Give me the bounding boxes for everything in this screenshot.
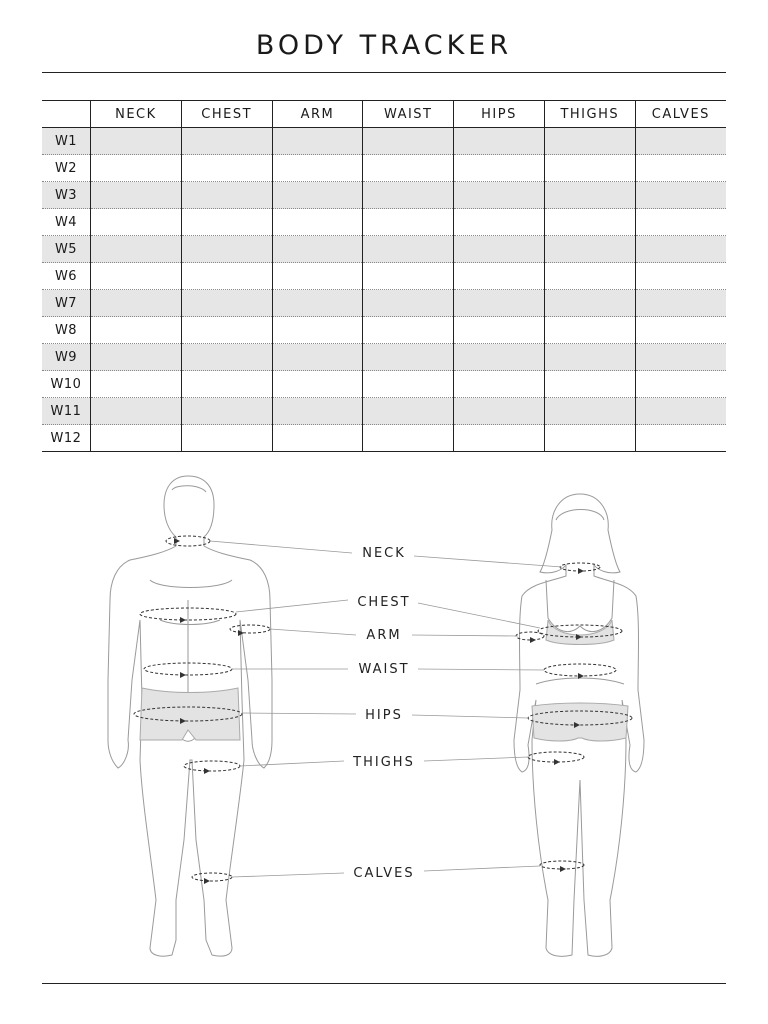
entry-cell-thighs[interactable] xyxy=(544,182,635,209)
entry-cell-waist[interactable] xyxy=(363,128,454,155)
top-rule xyxy=(42,72,726,73)
entry-cell-arm[interactable] xyxy=(272,344,363,371)
header-week xyxy=(42,101,91,128)
table-row xyxy=(42,182,726,209)
entry-cell-waist[interactable] xyxy=(363,155,454,182)
entry-cell-calves[interactable] xyxy=(635,128,726,155)
week-label: W2 xyxy=(42,155,91,182)
label-calves: CALVES xyxy=(353,866,415,881)
entry-cell-calves[interactable] xyxy=(635,263,726,290)
entry-cell-neck[interactable] xyxy=(91,236,182,263)
entry-cell-calves[interactable] xyxy=(635,290,726,317)
entry-cell-chest[interactable] xyxy=(181,317,272,344)
entry-cell-calves[interactable] xyxy=(635,317,726,344)
week-label: W12 xyxy=(42,425,91,452)
measurement-table xyxy=(42,100,726,452)
entry-cell-neck[interactable] xyxy=(91,263,182,290)
male-arm-loop xyxy=(230,625,270,633)
entry-cell-chest[interactable] xyxy=(181,182,272,209)
entry-cell-arm[interactable] xyxy=(272,182,363,209)
entry-cell-calves[interactable] xyxy=(635,236,726,263)
entry-cell-thighs[interactable] xyxy=(544,398,635,425)
entry-cell-hips[interactable] xyxy=(454,290,545,317)
header-neck: NECK xyxy=(91,101,182,128)
week-label: W7 xyxy=(42,290,91,317)
entry-cell-waist[interactable] xyxy=(363,425,454,452)
entry-cell-hips[interactable] xyxy=(454,398,545,425)
table-row xyxy=(42,209,726,236)
entry-cell-neck[interactable] xyxy=(91,128,182,155)
female-bottoms xyxy=(532,703,628,741)
entry-cell-chest[interactable] xyxy=(181,209,272,236)
table-row xyxy=(42,398,726,425)
entry-cell-hips[interactable] xyxy=(454,209,545,236)
entry-cell-thighs[interactable] xyxy=(544,425,635,452)
entry-cell-waist[interactable] xyxy=(363,344,454,371)
week-label: W10 xyxy=(42,371,91,398)
entry-cell-hips[interactable] xyxy=(454,128,545,155)
header-thighs: THIGHS xyxy=(544,101,635,128)
entry-cell-waist[interactable] xyxy=(363,182,454,209)
label-neck: NECK xyxy=(362,546,406,561)
week-label: W1 xyxy=(42,128,91,155)
entry-cell-thighs[interactable] xyxy=(544,209,635,236)
entry-cell-hips[interactable] xyxy=(454,155,545,182)
entry-cell-chest[interactable] xyxy=(181,128,272,155)
table-header-row xyxy=(42,101,726,128)
table-row xyxy=(42,344,726,371)
entry-cell-arm[interactable] xyxy=(272,425,363,452)
entry-cell-thighs[interactable] xyxy=(544,155,635,182)
table-row xyxy=(42,128,726,155)
entry-cell-neck[interactable] xyxy=(91,425,182,452)
entry-cell-waist[interactable] xyxy=(363,398,454,425)
bottom-rule xyxy=(42,983,726,984)
entry-cell-hips[interactable] xyxy=(454,317,545,344)
week-label: W11 xyxy=(42,398,91,425)
label-arm: ARM xyxy=(366,628,402,643)
table-row xyxy=(42,425,726,452)
entry-cell-calves[interactable] xyxy=(635,209,726,236)
table-row xyxy=(42,290,726,317)
table-row xyxy=(42,263,726,290)
entry-cell-hips[interactable] xyxy=(454,236,545,263)
entry-cell-neck[interactable] xyxy=(91,398,182,425)
header-chest: CHEST xyxy=(181,101,272,128)
entry-cell-arm[interactable] xyxy=(272,290,363,317)
entry-cell-arm[interactable] xyxy=(272,371,363,398)
entry-cell-chest[interactable] xyxy=(181,344,272,371)
entry-cell-calves[interactable] xyxy=(635,344,726,371)
entry-cell-arm[interactable] xyxy=(272,398,363,425)
entry-cell-chest[interactable] xyxy=(181,371,272,398)
label-chest: CHEST xyxy=(357,595,411,610)
entry-cell-neck[interactable] xyxy=(91,317,182,344)
entry-cell-thighs[interactable] xyxy=(544,263,635,290)
entry-cell-waist[interactable] xyxy=(363,371,454,398)
table-row xyxy=(42,317,726,344)
entry-cell-waist[interactable] xyxy=(363,263,454,290)
entry-cell-chest[interactable] xyxy=(181,290,272,317)
entry-cell-calves[interactable] xyxy=(635,182,726,209)
label-hips: HIPS xyxy=(365,708,403,723)
entry-cell-hips[interactable] xyxy=(454,263,545,290)
header-calves: CALVES xyxy=(635,101,726,128)
entry-cell-waist[interactable] xyxy=(363,317,454,344)
entry-cell-arm[interactable] xyxy=(272,317,363,344)
entry-cell-hips[interactable] xyxy=(454,425,545,452)
week-label: W9 xyxy=(42,344,91,371)
entry-cell-neck[interactable] xyxy=(91,209,182,236)
week-label: W5 xyxy=(42,236,91,263)
week-label: W6 xyxy=(42,263,91,290)
table-row xyxy=(42,236,726,263)
entry-cell-arm[interactable] xyxy=(272,263,363,290)
entry-cell-arm[interactable] xyxy=(272,236,363,263)
male-calf-loop xyxy=(192,873,232,881)
entry-cell-neck[interactable] xyxy=(91,290,182,317)
entry-cell-chest[interactable] xyxy=(181,425,272,452)
entry-cell-chest[interactable] xyxy=(181,155,272,182)
entry-cell-neck[interactable] xyxy=(91,182,182,209)
entry-cell-waist[interactable] xyxy=(363,290,454,317)
entry-cell-thighs[interactable] xyxy=(544,371,635,398)
table-row xyxy=(42,155,726,182)
table-row xyxy=(42,371,726,398)
entry-cell-calves[interactable] xyxy=(635,371,726,398)
entry-cell-chest[interactable] xyxy=(181,263,272,290)
page-title: BODY TRACKER xyxy=(255,30,513,61)
entry-cell-thighs[interactable] xyxy=(544,128,635,155)
week-label: W3 xyxy=(42,182,91,209)
entry-cell-calves[interactable] xyxy=(635,398,726,425)
label-thighs: THIGHS xyxy=(353,755,415,770)
entry-cell-calves[interactable] xyxy=(635,155,726,182)
header-hips: HIPS xyxy=(454,101,545,128)
entry-cell-neck[interactable] xyxy=(91,371,182,398)
entry-cell-arm[interactable] xyxy=(272,155,363,182)
entry-cell-hips[interactable] xyxy=(454,344,545,371)
header-arm: ARM xyxy=(272,101,363,128)
male-shorts xyxy=(140,688,240,740)
entry-cell-hips[interactable] xyxy=(454,371,545,398)
entry-cell-thighs[interactable] xyxy=(544,317,635,344)
entry-cell-arm[interactable] xyxy=(272,128,363,155)
male-neck-loop xyxy=(166,536,210,546)
female-top xyxy=(546,620,614,645)
entry-cell-hips[interactable] xyxy=(454,182,545,209)
entry-cell-calves[interactable] xyxy=(635,425,726,452)
entry-cell-waist[interactable] xyxy=(363,236,454,263)
week-label: W4 xyxy=(42,209,91,236)
entry-cell-chest[interactable] xyxy=(181,398,272,425)
entry-cell-thighs[interactable] xyxy=(544,344,635,371)
entry-cell-waist[interactable] xyxy=(363,209,454,236)
entry-cell-thighs[interactable] xyxy=(544,290,635,317)
entry-cell-neck[interactable] xyxy=(91,155,182,182)
entry-cell-arm[interactable] xyxy=(272,209,363,236)
header-waist: WAIST xyxy=(363,101,454,128)
week-label: W8 xyxy=(42,317,91,344)
body-diagram xyxy=(0,460,768,980)
entry-cell-chest[interactable] xyxy=(181,236,272,263)
entry-cell-thighs[interactable] xyxy=(544,236,635,263)
entry-cell-neck[interactable] xyxy=(91,344,182,371)
label-waist: WAIST xyxy=(358,662,410,677)
